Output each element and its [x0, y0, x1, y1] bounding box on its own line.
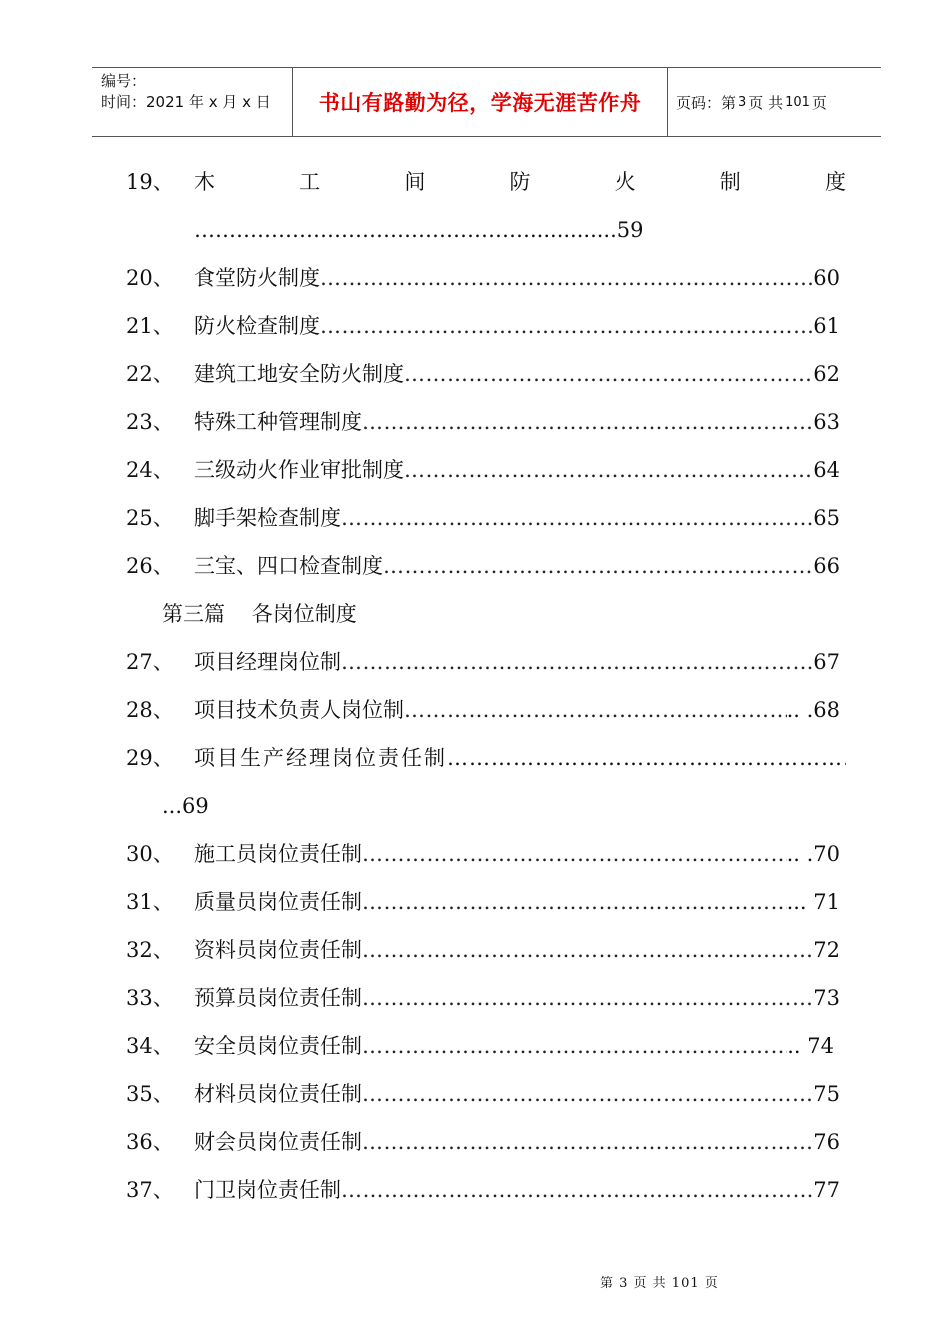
- toc-entry[interactable]: [194, 1175, 840, 1205]
- toc-leader: [341, 503, 813, 533]
- toc-title: 项目经理岗位制: [194, 650, 341, 674]
- toc-number: 37、: [126, 1178, 174, 1202]
- toc-entry-19-title: [194, 167, 846, 197]
- toc-entry[interactable]: [194, 695, 840, 725]
- toc-page: ...69: [162, 794, 209, 818]
- toc-entry[interactable]: [194, 1031, 834, 1061]
- toc-leader: [362, 1079, 813, 1109]
- toc-leader: [362, 1031, 787, 1061]
- toc-title: 项目技术负责人岗位制: [194, 698, 404, 722]
- toc-page: 77: [813, 1178, 840, 1202]
- toc-title: 建筑工地安全防火制度: [194, 362, 404, 386]
- toc-title: 食堂防火制度: [194, 266, 320, 290]
- toc-title: 防火检查制度: [194, 314, 320, 338]
- page-prefix: 页码：第: [676, 93, 737, 112]
- toc-entry[interactable]: [194, 1127, 840, 1157]
- toc-char: 度: [824, 170, 846, 194]
- toc-number: 23、: [126, 410, 174, 434]
- toc-page: 62: [813, 362, 840, 386]
- toc-entry[interactable]: [194, 311, 840, 341]
- toc-leader: [320, 311, 813, 341]
- toc-entry-19-leader: [194, 215, 644, 245]
- toc-page: 67: [813, 650, 840, 674]
- toc-leader: [362, 887, 787, 917]
- toc-leader: [320, 263, 813, 293]
- toc-page: 75: [813, 1082, 840, 1106]
- toc-number: 32、: [126, 938, 174, 962]
- toc-leader: [362, 1127, 813, 1157]
- toc-title: 安全员岗位责任制: [194, 1034, 362, 1058]
- toc-leader: ………………………………………….............: [194, 218, 617, 242]
- toc-page: 61: [813, 314, 840, 338]
- toc-char: 火: [614, 170, 636, 194]
- toc-page: 65: [813, 506, 840, 530]
- toc-entry[interactable]: [194, 263, 840, 293]
- toc-number: 25、: [126, 506, 174, 530]
- toc-leader: [383, 551, 813, 581]
- toc-number: 27、: [126, 650, 174, 674]
- toc-page: .. .70: [786, 842, 840, 866]
- toc-title: 三级动火作业审批制度: [194, 458, 404, 482]
- toc-page: ... 71: [786, 890, 840, 914]
- toc-title: 脚手架检查制度: [194, 506, 341, 530]
- toc-title: 质量员岗位责任制: [194, 890, 362, 914]
- toc-number: 28、: [126, 698, 174, 722]
- toc-page: 64: [813, 458, 840, 482]
- toc-number: 29、: [126, 746, 174, 770]
- toc-title: 门卫岗位责任制: [194, 1178, 341, 1202]
- toc-page: 59: [616, 218, 644, 242]
- toc-number: 34、: [126, 1034, 174, 1058]
- code-label: 编号：: [101, 72, 147, 90]
- toc-page: 73: [813, 986, 840, 1010]
- toc-number: 31、: [126, 890, 174, 914]
- toc-number: 19、: [126, 170, 174, 194]
- toc-page: 63: [813, 410, 840, 434]
- toc-number: 30、: [126, 842, 174, 866]
- toc-leader: [341, 647, 813, 677]
- toc-number: 20、: [126, 266, 174, 290]
- toc-leader: [362, 839, 787, 869]
- toc-page: 76: [813, 1130, 840, 1154]
- toc-leader: [362, 407, 813, 437]
- toc-title: 资料员岗位责任制: [194, 938, 362, 962]
- toc-title: 施工员岗位责任制: [194, 842, 362, 866]
- toc-number: 26、: [126, 554, 174, 578]
- toc-page: 60: [813, 266, 840, 290]
- toc-entry[interactable]: [194, 1079, 840, 1109]
- toc-number: 21、: [126, 314, 174, 338]
- toc-title: 预算员岗位责任制: [194, 986, 362, 1010]
- toc-entry[interactable]: [194, 647, 840, 677]
- toc-leader: [447, 743, 846, 773]
- toc-entry[interactable]: [194, 983, 840, 1013]
- page-number: 3: [738, 94, 747, 110]
- toc-char: 木: [194, 170, 215, 194]
- toc-entry[interactable]: [194, 455, 840, 485]
- toc-entry[interactable]: [194, 935, 840, 965]
- toc-number: 24、: [126, 458, 174, 482]
- toc-leader: [404, 455, 813, 485]
- page-suffix: 页: [811, 93, 827, 112]
- toc-leader: [341, 1175, 813, 1205]
- toc-page: .. .68: [786, 698, 840, 722]
- time-label: 时间：2021 年 x 月 x 日: [101, 93, 271, 111]
- page-mid: 页 共: [748, 93, 784, 112]
- toc-title: 材料员岗位责任制: [194, 1082, 362, 1106]
- toc-title: 特殊工种管理制度: [194, 410, 362, 434]
- toc-number: 36、: [126, 1130, 174, 1154]
- toc-title: 项目生产经理岗位责任制: [194, 746, 447, 770]
- toc-char: 工: [299, 170, 321, 194]
- toc-number: 35、: [126, 1082, 174, 1106]
- page-footer: 第 3 页 共 101 页: [600, 1276, 719, 1291]
- toc-entry[interactable]: [194, 551, 840, 581]
- toc-entry[interactable]: [194, 359, 840, 389]
- page-total: 101: [785, 94, 810, 110]
- toc-leader: [362, 983, 813, 1013]
- header-meta: [92, 68, 292, 136]
- section-heading: 第三篇 各岗位制度: [162, 602, 357, 626]
- toc-page: 66: [813, 554, 840, 578]
- toc-entry[interactable]: [194, 743, 846, 773]
- toc-char: 制: [719, 170, 741, 194]
- toc-leader: [362, 935, 813, 965]
- toc-char: 防: [509, 170, 531, 194]
- toc-entry[interactable]: [194, 887, 840, 917]
- toc-leader: [404, 695, 787, 725]
- toc-page: .. 74: [787, 1034, 834, 1058]
- header-motto: 书山有路勤为径，学海无涯苦作舟: [292, 68, 668, 136]
- toc-number: 33、: [126, 986, 174, 1010]
- toc-page: 72: [813, 938, 840, 962]
- header-page-info: [666, 68, 881, 136]
- toc-number: 22、: [126, 362, 174, 386]
- toc-title: 三宝、四口检查制度: [194, 554, 383, 578]
- toc-entry[interactable]: [194, 407, 840, 437]
- toc-leader: [404, 359, 813, 389]
- toc-entry[interactable]: [194, 839, 840, 869]
- toc-char: 间: [404, 170, 426, 194]
- page-header: [92, 67, 881, 137]
- toc-entry[interactable]: [194, 503, 840, 533]
- toc-title: 财会员岗位责任制: [194, 1130, 362, 1154]
